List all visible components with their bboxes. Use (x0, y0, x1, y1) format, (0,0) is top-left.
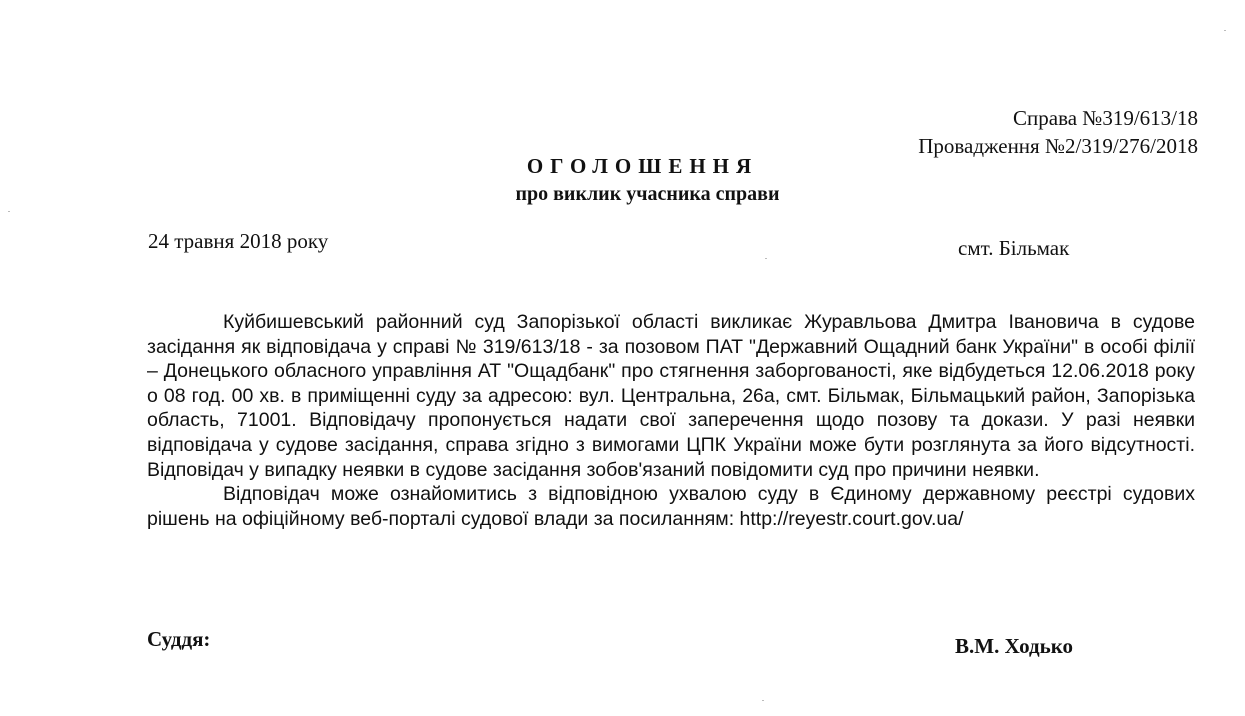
document-title-block (0, 152, 1245, 208)
proceeding-number: Провадження №2/319/276/2018 (918, 134, 1198, 158)
scan-speck (762, 700, 764, 701)
judge-name: В.М. Ходько (955, 634, 1074, 658)
document-place: смт. Більмак (958, 236, 1070, 260)
scan-speck (8, 211, 10, 212)
scan-speck (765, 258, 767, 259)
document-date: 24 травня 2018 року (148, 229, 329, 253)
announcement-body (147, 310, 1195, 531)
scan-speck (1224, 30, 1226, 31)
body-paragraph-2: Відповідач може ознайомитись з відповідною ухвалою суду в Єдиному державному реєстрі судових рішень на офіційному веб-порталі судової влади за посиланням: http://reyestr.court.gov.ua/ (147, 483, 1195, 530)
judge-label: Суддя: (147, 627, 211, 651)
case-number: Справа №319/613/18 (1013, 106, 1198, 130)
body-paragraph-1: Куйбишевський районний суд Запорізької області викликає Журавльова Дмитра Івановича в судове засідання як відповідача у справі № 319/613/18 - за позовом ПАТ "Державний Ощадний банк України" в особі філії – Донецького обласного управління АТ "Ощадбанк" про стягнення заборгованості, яке відбудеться 12.06.2018 року о 08 год. 00 хв. в приміщенні суду за адресою: вул. Центральна, 26а, смт. Більмак, Більмацький район, Запорізька область, 71001. Відповідачу пропонується надати свої заперечення щодо позову та докази. У разі неявки відповідача у судове засідання, справа згідно з вимогами ЦПК України може бути розглянута за його відсутності. Відповідач у випадку неявки в судове засідання зобов'язаний повідомити суд про причини неявки. (147, 311, 1195, 481)
document-subtitle: про виклик учасника справи (515, 183, 780, 205)
document-title: ОГОЛОШЕННЯ (526, 154, 759, 178)
